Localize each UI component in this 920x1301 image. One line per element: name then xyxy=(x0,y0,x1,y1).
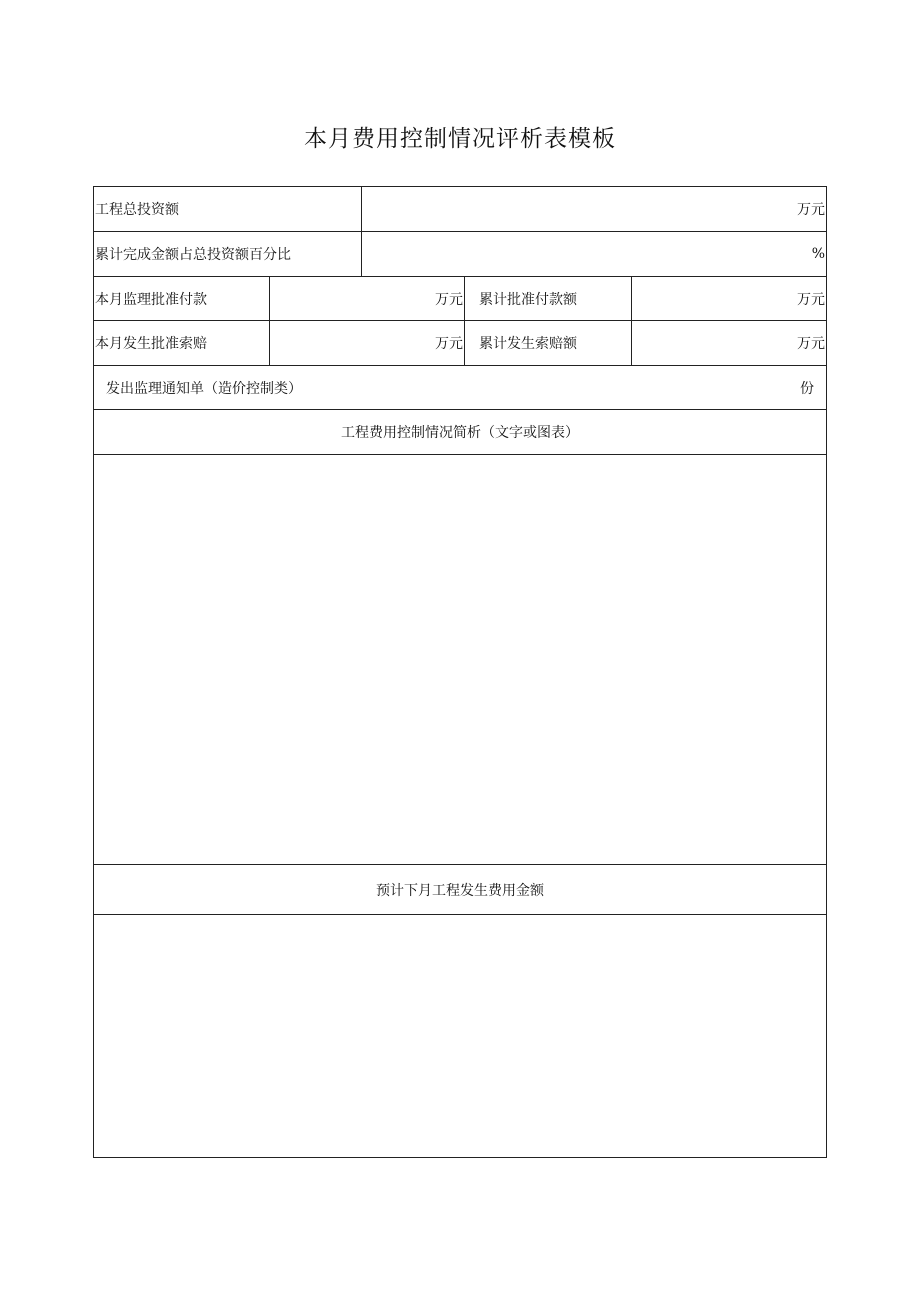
row-supervision-notices xyxy=(94,366,826,410)
row-approved-claims xyxy=(94,321,826,366)
row-approved-payments xyxy=(94,277,826,321)
completion-ratio-value-cell[interactable] xyxy=(361,232,826,276)
forecast-heading-cell xyxy=(94,865,826,914)
completion-ratio-label: 累计完成金额占总投资额百分比 xyxy=(95,247,291,263)
row-next-month-forecast-heading xyxy=(94,865,826,915)
cost-analysis-content-area[interactable] xyxy=(94,455,826,865)
cumulative-claims-unit: 万元 xyxy=(797,336,825,352)
monthly-claims-label-cell xyxy=(94,321,269,365)
total-investment-label: 工程总投资额 xyxy=(95,202,179,218)
forecast-content-area[interactable] xyxy=(94,915,826,1157)
monthly-claims-label: 本月发生批准索赔 xyxy=(95,336,207,352)
monthly-payment-unit: 万元 xyxy=(435,291,463,308)
row-cost-analysis-heading xyxy=(94,410,826,455)
completion-ratio-unit: % xyxy=(811,246,825,262)
cumulative-payment-label: 累计批准付款额 xyxy=(479,291,577,308)
supervision-notices-value-cell[interactable] xyxy=(494,366,826,409)
row-total-investment xyxy=(94,187,826,232)
supervision-notices-label-cell xyxy=(94,366,494,409)
cumulative-payment-unit: 万元 xyxy=(797,291,825,308)
monthly-payment-label-cell xyxy=(94,277,269,320)
cost-analysis-heading-cell xyxy=(94,410,826,454)
total-investment-unit: 万元 xyxy=(797,202,825,218)
completion-ratio-label-cell xyxy=(94,232,361,276)
forecast-heading: 预计下月工程发生费用金额 xyxy=(376,882,544,899)
supervision-notices-unit: 份 xyxy=(800,380,814,397)
supervision-notices-label: 发出监理通知单（造价控制类） xyxy=(106,380,302,397)
cost-analysis-heading: 工程费用控制情况简析（文字或图表） xyxy=(341,425,579,441)
page-title: 本月费用控制情况评析表模板 xyxy=(304,126,616,152)
cumulative-payment-value-cell[interactable] xyxy=(631,277,826,320)
monthly-claims-unit: 万元 xyxy=(435,336,463,352)
monthly-payment-value-cell[interactable] xyxy=(269,277,464,320)
monthly-payment-label: 本月监理批准付款 xyxy=(95,291,207,308)
cost-control-form xyxy=(93,186,827,1158)
monthly-claims-value-cell[interactable] xyxy=(269,321,464,365)
total-investment-label-cell xyxy=(94,187,361,231)
cumulative-claims-label-cell xyxy=(464,321,631,365)
cumulative-claims-label: 累计发生索赔额 xyxy=(479,336,577,352)
cumulative-claims-value-cell[interactable] xyxy=(631,321,826,365)
cumulative-payment-label-cell xyxy=(464,277,631,320)
row-cumulative-completion-ratio xyxy=(94,232,826,277)
total-investment-value-cell[interactable] xyxy=(361,187,826,231)
